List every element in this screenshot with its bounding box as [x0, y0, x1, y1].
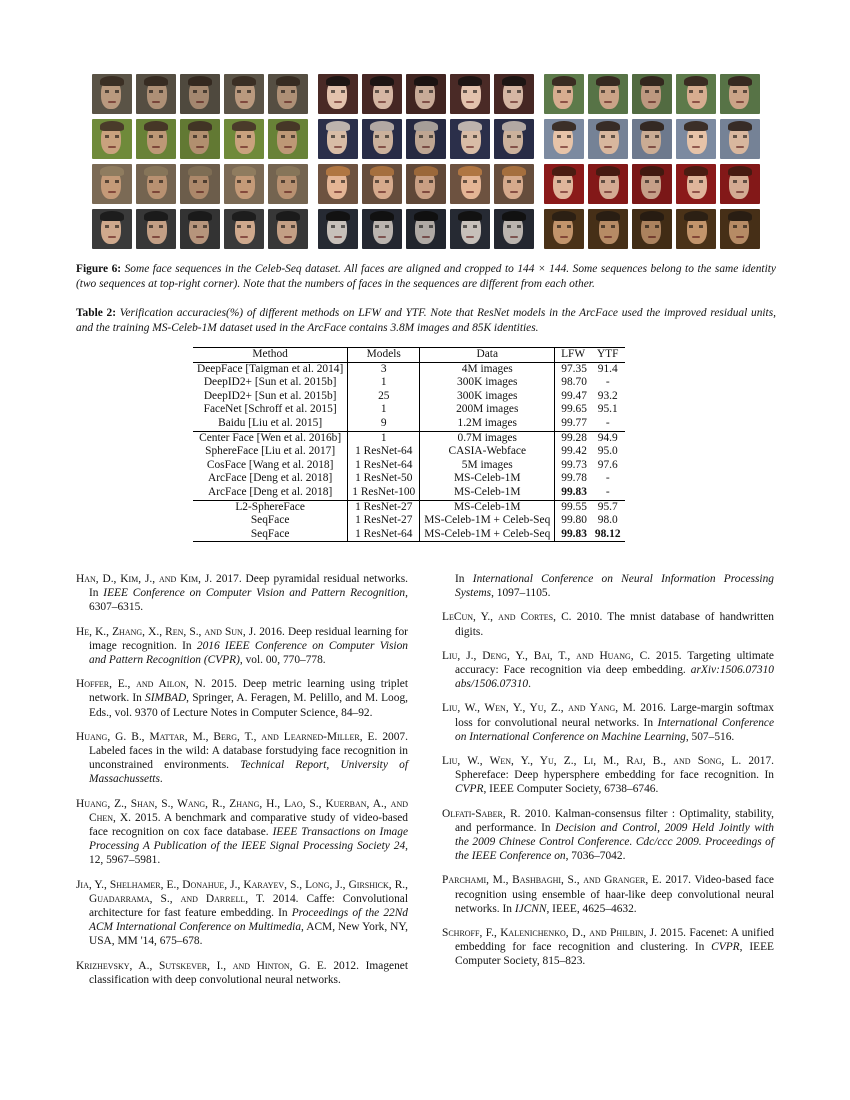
face-thumbnail [268, 74, 308, 114]
reference-authors: Olfati-Saber, R. [442, 807, 521, 820]
ytf-cell: - [605, 376, 610, 389]
reference-tail: , IEEE Computer Society, 6738–6746. [483, 783, 659, 796]
reference-title: Imagenet classification with deep convolutional neural networks. [89, 959, 409, 986]
reference-entry [76, 730, 408, 787]
face-thumbnail [720, 164, 760, 204]
ytf-cell: 93.2 [597, 389, 618, 402]
reference-venue: IEEE Transactions on Image Processing A Publication of the IEEE Signal Processing Society 24 [89, 826, 408, 853]
face-thumbnail [494, 74, 534, 114]
lfw-cell: 99.65 [561, 403, 587, 416]
reference-venue: IEEE Conference on Computer Vision and Pattern Recognition [103, 587, 406, 600]
models-cell: 1 ResNet-64 [348, 528, 420, 542]
reference-entry [442, 754, 774, 797]
models-cell: 3 [348, 362, 420, 376]
data-cell: 300K images [420, 390, 555, 404]
method-cell: Baidu [Liu et al. 2015] [193, 417, 348, 431]
table-row [193, 514, 625, 528]
reference-tail: , 507–516. [685, 730, 735, 743]
reference-entry [442, 649, 774, 692]
data-cell: 300K images [420, 376, 555, 390]
face-thumbnail [362, 119, 402, 159]
reference-title: The mnist database of handwritten digits. [455, 611, 774, 638]
reference-venue: Technical Report, University of Massachussetts [89, 759, 409, 786]
models-cell: 1 ResNet-27 [348, 514, 420, 528]
reference-title: Sphereface: Deep hypersphere embedding for face recognition. In [455, 769, 774, 782]
face-thumbnail [588, 74, 628, 114]
face-thumbnail [224, 119, 264, 159]
data-cell: 4M images [420, 362, 555, 376]
face-thumbnail [362, 164, 402, 204]
face-thumbnail [318, 164, 358, 204]
method-cell: SphereFace [Liu et al. 2017] [193, 445, 348, 459]
reference-year: 2017. [748, 755, 774, 768]
face-thumbnail [676, 209, 716, 249]
lfw-cell: 99.83 [561, 485, 587, 498]
face-thumbnail [632, 119, 672, 159]
ytf-cell: 97.6 [597, 458, 618, 471]
reference-year: 2017. [216, 573, 242, 585]
face-thumbnail [406, 74, 446, 114]
reference-entry [76, 878, 408, 949]
figure-caption [76, 262, 776, 291]
reference-entry [76, 677, 408, 720]
reference-year: 2015. [134, 811, 161, 824]
ytf-cell: - [605, 416, 610, 429]
table-row [193, 403, 625, 417]
face-thumbnail [544, 119, 584, 159]
face-thumbnail [136, 74, 176, 114]
reference-title: In [455, 573, 465, 585]
face-thumbnail [180, 119, 220, 159]
models-cell: 1 ResNet-50 [348, 472, 420, 486]
figure-caption-text-2: . Some sequences belong to the same identity (two sequences at top-right corner). Note that the numbers of faces in the sequences are different from each other. [76, 263, 776, 290]
data-cell: CASIA-Webface [420, 445, 555, 459]
face-thumbnail [632, 164, 672, 204]
face-thumbnail [92, 164, 132, 204]
face-thumbnail [450, 119, 490, 159]
reference-venue: SIMBAD [145, 692, 187, 705]
lfw-cell: 99.55 [561, 500, 587, 513]
face-thumbnail [720, 119, 760, 159]
reference-tail: , IEEE, 4625–4632. [546, 902, 637, 915]
models-cell: 9 [348, 417, 420, 431]
reference-entry [442, 926, 774, 969]
method-cell: ArcFace [Deng et al. 2018] [193, 486, 348, 500]
reference-title: Facenet: A unified embedding for face recognition and clustering. In [455, 927, 774, 954]
face-thumbnail [224, 209, 264, 249]
reference-authors: Liu, W., Wen, Y., Yu, Z., Li, M., Raj, B., and Song, L. [442, 755, 742, 768]
table-row [193, 486, 625, 500]
reference-year: 2014. [272, 892, 299, 905]
ytf-cell: 94.9 [597, 431, 618, 444]
table-row [193, 528, 625, 542]
reference-year: 2015. [656, 649, 682, 662]
table-row [193, 362, 625, 376]
face-thumbnail [362, 209, 402, 249]
lfw-cell: 98.70 [561, 376, 587, 389]
face-sequence-panel [318, 74, 532, 250]
reference-authors: He, K., Zhang, X., Ren, S., and Sun, J. [76, 625, 257, 638]
reference-title: Deep pyramidal residual networks. In [89, 573, 409, 600]
reference-entry [76, 959, 408, 987]
reference-title: Deep residual learning for image recognition. In [89, 625, 408, 652]
reference-tail: , IEEE Computer Society, 815–823. [455, 941, 774, 968]
face-thumbnail [92, 74, 132, 114]
data-cell: MS-Celeb-1M [420, 472, 555, 486]
figure-crop-size: 144 × 144 [517, 263, 567, 275]
ytf-cell: 98.0 [597, 514, 618, 527]
reference-venue: International Conference on Neural Information Processing Systems [455, 573, 774, 600]
ytf-cell: 95.0 [597, 445, 618, 458]
method-cell: L2-SphereFace [193, 500, 348, 514]
lfw-cell: 99.78 [561, 472, 587, 485]
face-thumbnail [362, 74, 402, 114]
figure-label: Figure 6: [76, 263, 122, 275]
models-cell: 1 [348, 376, 420, 390]
face-sequence-panel [544, 74, 758, 250]
results-table [193, 347, 625, 542]
models-cell: 1 ResNet-64 [348, 459, 420, 473]
reference-authors: Krizhevsky, A., Sutskever, I., and Hinton, G. E. [76, 959, 327, 972]
lfw-cell: 97.35 [561, 362, 587, 375]
reference-year: 2012. [333, 959, 359, 972]
reference-year: 2010. [524, 807, 551, 820]
reference-authors: Huang, Z., Shan, S., Wang, R., Zhang, H., Lao, S., Kuerban, A., and Chen, X. [76, 797, 408, 824]
reference-tail: , 7036–7042. [565, 850, 626, 863]
header-models: Models [348, 348, 420, 363]
lfw-cell: 99.47 [561, 389, 587, 402]
table-row [193, 417, 625, 431]
table-row [193, 472, 625, 486]
reference-venue: arXiv:1506.07310 abs/1506.07310 [455, 664, 774, 691]
table-row [193, 376, 625, 390]
face-thumbnail [92, 119, 132, 159]
references-left-column [76, 572, 408, 997]
face-thumbnail [450, 164, 490, 204]
reference-tail: , 12, 5967–5981. [89, 840, 408, 867]
face-thumbnail [494, 164, 534, 204]
face-thumbnail [544, 164, 584, 204]
table-row [193, 445, 625, 459]
face-thumbnail [450, 74, 490, 114]
ytf-cell: 95.1 [597, 403, 618, 416]
method-cell: Center Face [Wen et al. 2016b] [193, 431, 348, 445]
reference-entry [76, 572, 408, 615]
face-thumbnail [224, 164, 264, 204]
reference-tail: , 1097–1105. [491, 587, 551, 600]
face-thumbnail [180, 74, 220, 114]
face-thumbnail [406, 119, 446, 159]
reference-entry [442, 572, 774, 600]
reference-tail: , ACM, New York, NY, USA, MM '14, 675–678. [89, 921, 408, 948]
reference-authors: Schroff, F., Kalenichenko, D., and Philbin, J. [442, 927, 657, 940]
lfw-cell: 99.77 [561, 416, 587, 429]
face-thumbnail [136, 119, 176, 159]
data-cell: 5M images [420, 459, 555, 473]
face-thumbnail [268, 209, 308, 249]
header-data: Data [420, 348, 555, 363]
data-cell: MS-Celeb-1M + Celeb-Seq [420, 528, 555, 542]
face-thumbnail [180, 164, 220, 204]
method-cell: SeqFace [193, 528, 348, 542]
reference-entry [442, 807, 774, 864]
face-thumbnail [494, 209, 534, 249]
face-thumbnail [588, 164, 628, 204]
header-ytf: YTF [596, 348, 619, 360]
reference-authors: LeCun, Y., and Cortes, C. [442, 611, 572, 624]
models-cell: 1 ResNet-100 [348, 486, 420, 500]
ytf-cell: - [605, 472, 610, 485]
face-thumbnail [450, 209, 490, 249]
method-cell: SeqFace [193, 514, 348, 528]
models-cell: 1 [348, 431, 420, 445]
header-method: Method [193, 348, 348, 363]
reference-tail: , vol. 00, 770–778. [239, 654, 326, 667]
reference-entry [442, 610, 774, 638]
method-cell: DeepID2+ [Sun et al. 2015b] [193, 390, 348, 404]
face-sequence-figure [92, 74, 758, 250]
reference-year: 2017. [665, 874, 691, 887]
face-thumbnail [318, 119, 358, 159]
references-right-column [442, 572, 774, 979]
reference-year: 2015. [660, 927, 686, 940]
ytf-cell: 98.12 [594, 527, 621, 540]
lfw-cell: 99.73 [561, 458, 587, 471]
reference-title: Deep metric learning using triplet network. In [89, 678, 408, 705]
reference-authors: Hoffer, E., and Ailon, N. [76, 678, 206, 691]
reference-year: 2007. [382, 730, 408, 743]
face-thumbnail [588, 209, 628, 249]
models-cell: 1 ResNet-64 [348, 445, 420, 459]
table-caption-text: Verification accuracies(%) of different methods on LFW and YTF. Note that ResNet models in the ArcFace used the improved residual units, and the training MS-Celeb-1M dataset used in the ArcFace contains 3.8M images and 85K identities. [76, 307, 776, 334]
reference-year: 2016. [640, 702, 666, 715]
reference-authors: Han, D., Kim, J., and Kim, J. [76, 573, 213, 585]
table-row [193, 459, 625, 473]
method-cell: DeepFace [Taigman et al. 2014] [193, 362, 348, 376]
face-thumbnail [676, 119, 716, 159]
face-thumbnail [544, 74, 584, 114]
face-thumbnail [494, 119, 534, 159]
data-cell: MS-Celeb-1M [420, 500, 555, 514]
face-thumbnail [406, 164, 446, 204]
reference-title: Targeting ultimate accuracy: Face recognition via deep embedding. [455, 649, 774, 677]
face-thumbnail [676, 164, 716, 204]
table-label: Table 2: [76, 307, 117, 319]
data-cell: 0.7M images [420, 431, 555, 445]
method-cell: ArcFace [Deng et al. 2018] [193, 472, 348, 486]
reference-authors: Parchami, M., Bashbaghi, S., and Granger, E. [442, 874, 662, 887]
ytf-cell: 95.7 [597, 500, 618, 513]
face-thumbnail [318, 209, 358, 249]
face-thumbnail [180, 209, 220, 249]
face-thumbnail [632, 74, 672, 114]
reference-title: Kalman-consensus filter : Optimality, stability, and performance. In [455, 807, 774, 834]
face-thumbnail [406, 209, 446, 249]
reference-title: Video-based face recognition using ensemble of haar-like deep convolutional neural networks. In [455, 874, 774, 915]
face-thumbnail [268, 164, 308, 204]
method-cell: DeepID2+ [Sun et al. 2015b] [193, 376, 348, 390]
reference-title: Labeled faces in the wild: A database forstudying face recognition in unconstrained environments. [89, 745, 408, 772]
reference-year: 2010. [576, 611, 603, 624]
data-cell: MS-Celeb-1M [420, 486, 555, 500]
lfw-cell: 99.83 [561, 527, 587, 540]
reference-tail: , 6307–6315. [89, 587, 408, 614]
reference-year: 2016. [259, 625, 285, 638]
reference-venue: International Conference on International Conference on Machine Learning [455, 716, 775, 743]
lfw-cell: 99.28 [561, 431, 587, 444]
reference-entry [442, 701, 774, 744]
reference-authors: Jia, Y., Shelhamer, E., Donahue, J., Karayev, S., Long, J., Girshick, R., Guadarrama, S., and Darrell, T. [76, 878, 408, 905]
reference-authors: Liu, J., Deng, Y., Bai, T., and Huang, C. [442, 649, 651, 662]
method-cell: CosFace [Wang et al. 2018] [193, 459, 348, 473]
models-cell: 1 ResNet-27 [348, 500, 420, 514]
reference-tail: . [528, 678, 531, 691]
face-thumbnail [136, 164, 176, 204]
reference-entry [76, 625, 408, 668]
face-thumbnail [720, 74, 760, 114]
face-thumbnail [92, 209, 132, 249]
face-thumbnail [720, 209, 760, 249]
reference-title: A benchmark and comparative study of video-based face recognition on cox face database. [89, 811, 409, 839]
ytf-cell: - [605, 485, 610, 498]
face-thumbnail [318, 74, 358, 114]
face-sequence-panel [92, 74, 306, 250]
table-row [193, 500, 625, 514]
reference-venue: Decision and Control, 2009 Held Jointly with the 2009 Chinese Control Conference. Cdc/ccc 2009. Proceedings of the IEEE Conference on [455, 821, 774, 863]
reference-authors: Liu, W., Wen, Y., Yu, Z., and Yang, M. [442, 702, 636, 715]
models-cell: 25 [348, 390, 420, 404]
table-row [193, 390, 625, 404]
face-thumbnail [224, 74, 264, 114]
face-thumbnail [588, 119, 628, 159]
reference-title: Large-margin softmax loss for convolutional neural networks. In [455, 702, 774, 729]
reference-venue: CVPR [455, 783, 484, 796]
face-thumbnail [632, 209, 672, 249]
reference-venue: CVPR [711, 941, 740, 954]
header-lfw: LFW [561, 348, 586, 360]
reference-venue: IJCNN [514, 902, 547, 915]
ytf-cell: 91.4 [597, 362, 618, 375]
lfw-cell: 99.80 [561, 514, 587, 527]
reference-venue: Proceedings of the 22Nd ACM International Conference on Multimedia [89, 907, 408, 934]
lfw-cell: 99.42 [561, 445, 587, 458]
reference-entry [442, 873, 774, 916]
figure-caption-text-1: Some face sequences in the Celeb-Seq dataset. All faces are aligned and cropped to [121, 263, 518, 275]
reference-title: Caffe: Convolutional architecture for fast feature embedding. In [89, 892, 408, 920]
data-cell: MS-Celeb-1M + Celeb-Seq [420, 514, 555, 528]
data-cell: 200M images [420, 403, 555, 417]
reference-year: 2015. [211, 678, 237, 691]
data-cell: 1.2M images [420, 417, 555, 431]
reference-venue: 2016 IEEE Conference on Computer Vision and Pattern Recognition (CVPR) [89, 639, 408, 667]
table-header-row [193, 348, 625, 363]
face-thumbnail [676, 74, 716, 114]
reference-authors: Huang, G. B., Mattar, M., Berg, T., and Learned-Miller, E. [76, 730, 378, 743]
face-thumbnail [136, 209, 176, 249]
method-cell: FaceNet [Schroff et al. 2015] [193, 403, 348, 417]
models-cell: 1 [348, 403, 420, 417]
face-thumbnail [268, 119, 308, 159]
table-row [193, 431, 625, 445]
face-thumbnail [544, 209, 584, 249]
table-caption [76, 306, 776, 335]
reference-entry [76, 797, 408, 868]
reference-tail: . [159, 773, 163, 786]
reference-tail: , Springer, A. Feragen, M. Pelillo, and M. Loog, Eds., vol. 9370 of Lecture Notes in Computer Science, 84–92. [89, 692, 408, 719]
